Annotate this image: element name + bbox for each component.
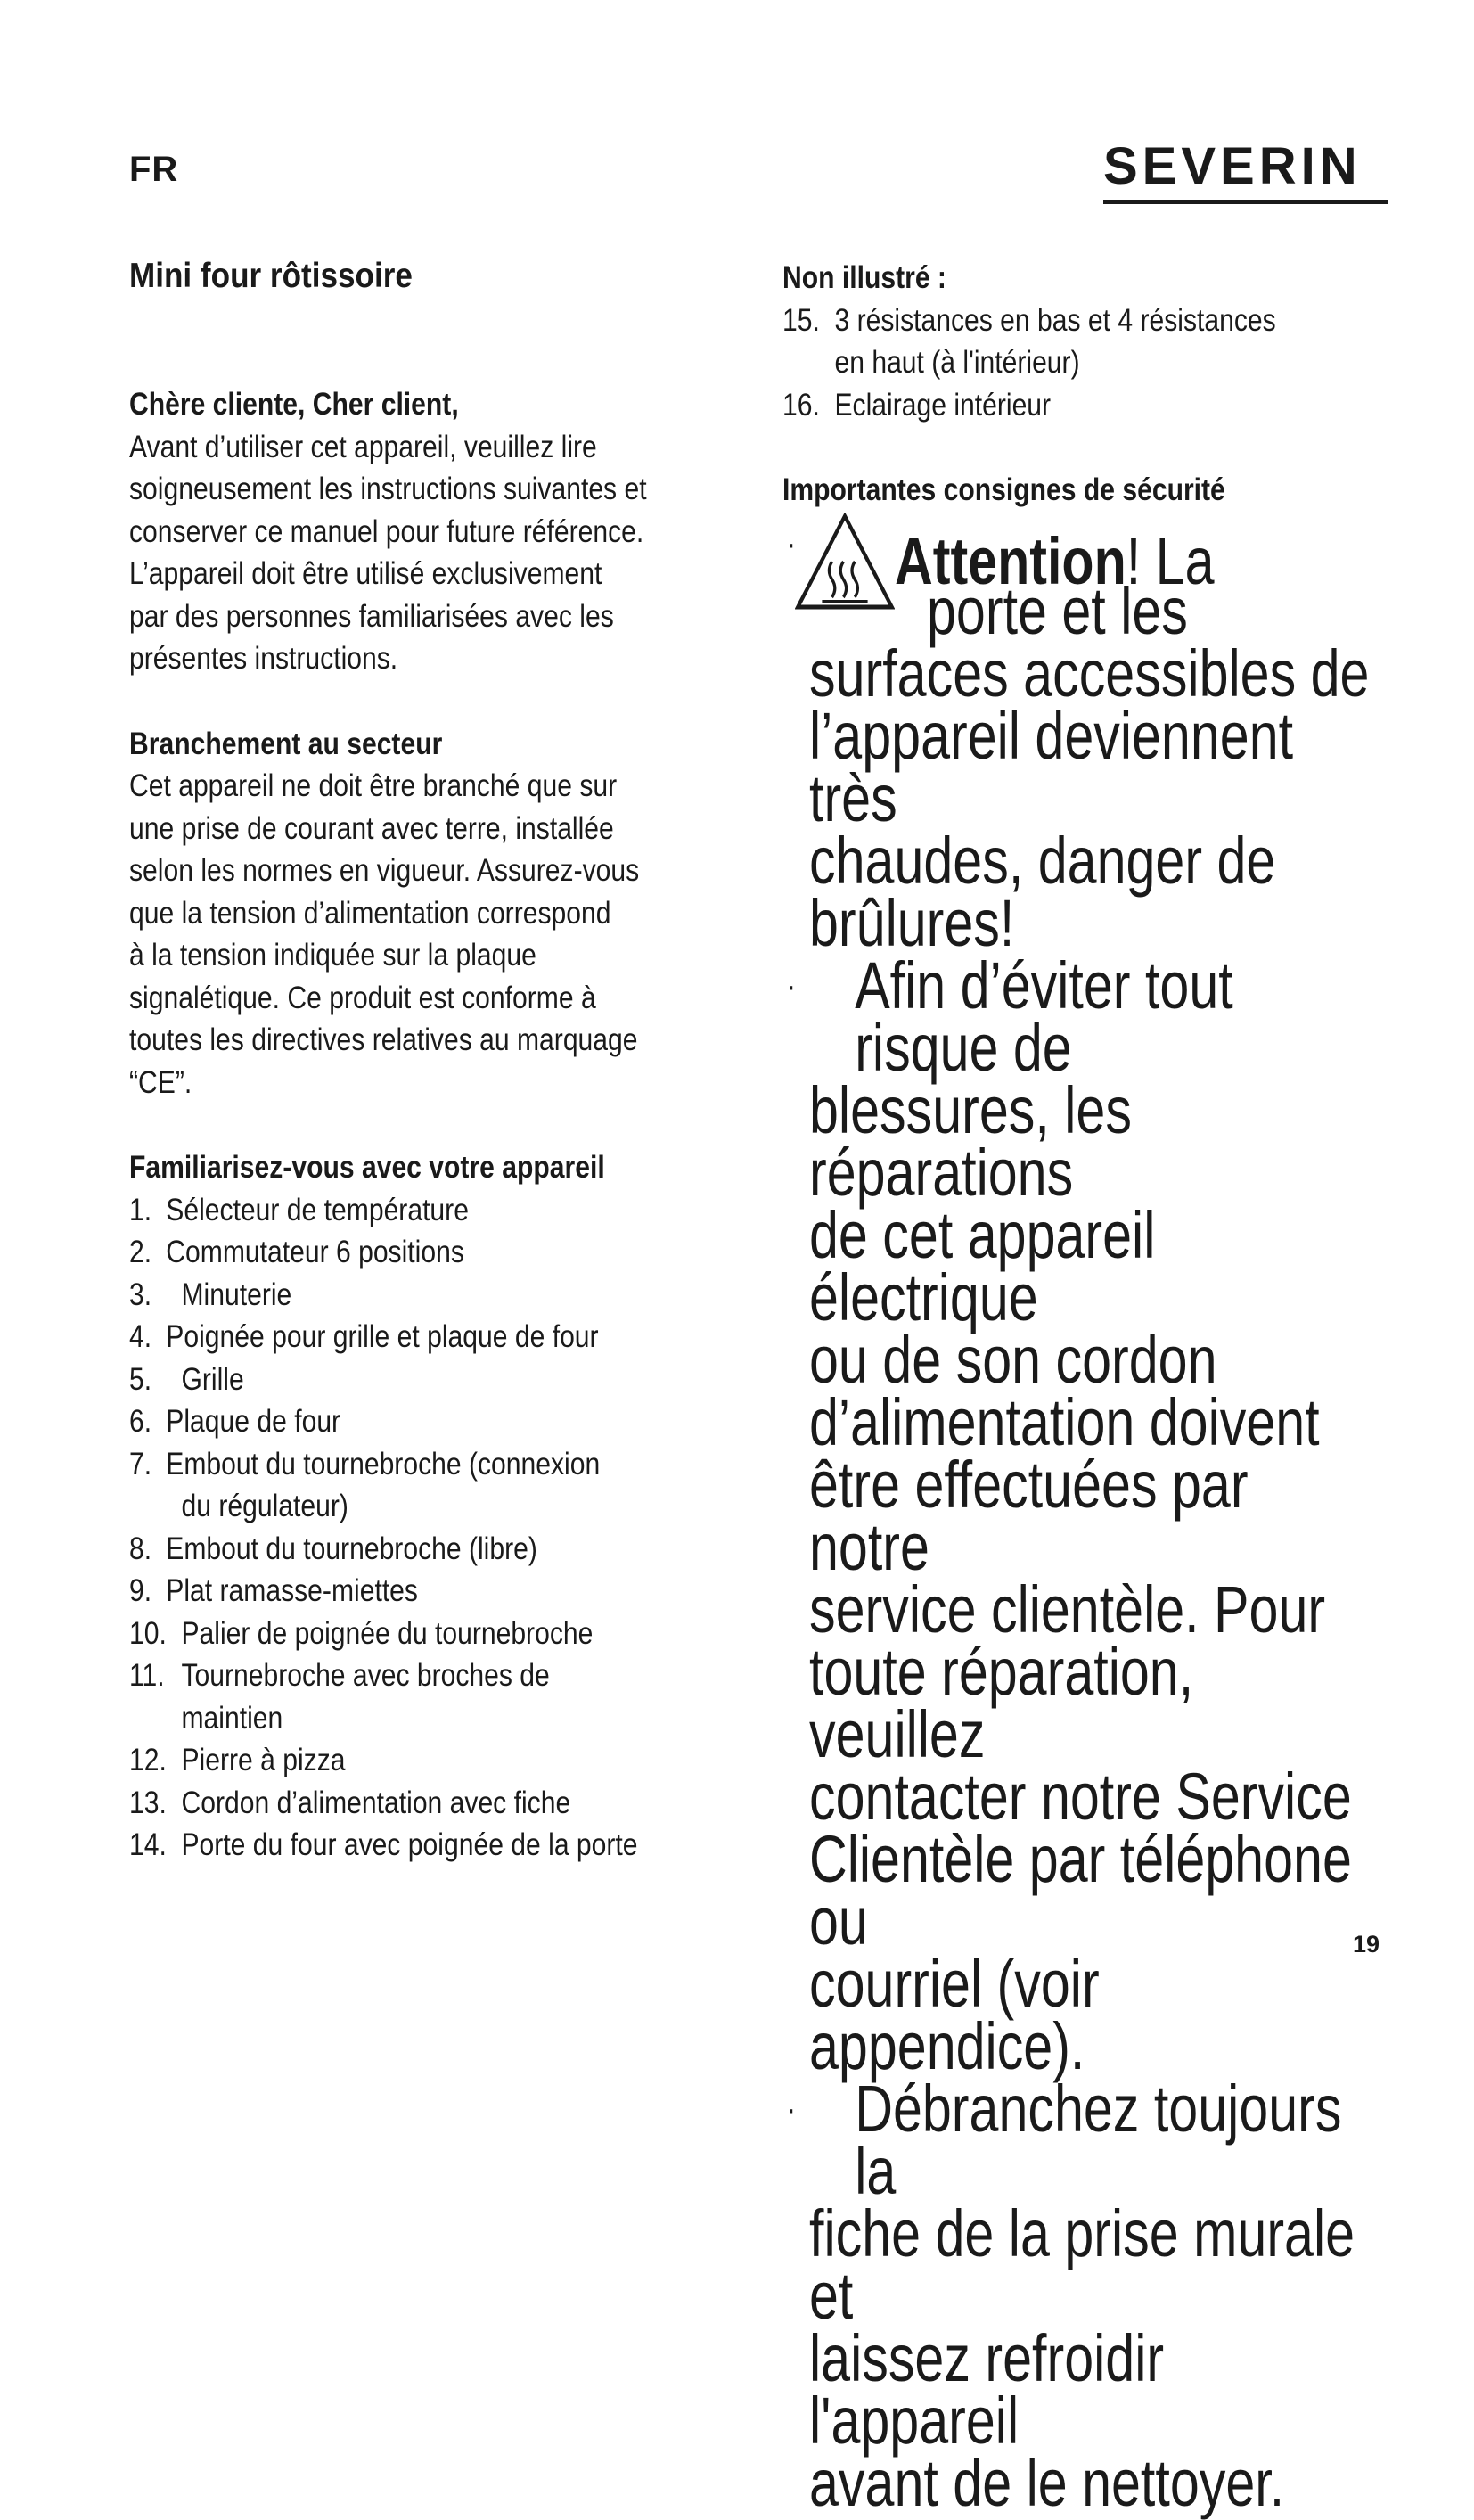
safety-line: laissez refroidir l'appareil bbox=[809, 2321, 1165, 2458]
safety-line: fiche de la prise murale et bbox=[809, 2196, 1355, 2333]
parts-list bbox=[129, 1189, 742, 1867]
not-shown-list bbox=[782, 300, 1365, 427]
list-item: 4. Poignée pour grille et plaque de four bbox=[129, 1319, 599, 1354]
list-item: 6. Plaque de four bbox=[129, 1404, 341, 1439]
safety-line: avant de le nettoyer. bbox=[809, 2446, 1285, 2520]
list-item: 14. Porte du four avec poignée de la porte bbox=[129, 1827, 638, 1862]
safety-line: blessures, les réparations bbox=[809, 1073, 1132, 1210]
brand-underline bbox=[1103, 200, 1388, 204]
safety-line: porte et les bbox=[927, 574, 1188, 648]
list-item-continuation: en haut (à l'intérieur) bbox=[834, 345, 1080, 380]
hot-surface-warning-icon bbox=[795, 513, 895, 611]
language-code: FR bbox=[129, 150, 179, 189]
mains-line: “CE”. bbox=[129, 1064, 192, 1100]
page-number: 19 bbox=[1353, 1931, 1380, 1958]
mains-line: Cet appareil ne doit être branché que sur bbox=[129, 768, 618, 803]
safety-line: Clientèle par téléphone ou bbox=[809, 1822, 1352, 1958]
intro-line: par des personnes familiarisées avec les bbox=[129, 598, 614, 634]
safety-line: courriel (voir appendice). bbox=[809, 1947, 1100, 2083]
safety-line: Débranchez toujours la bbox=[855, 2072, 1342, 2208]
safety-warnings bbox=[786, 513, 1380, 2520]
intro-line: présentes instructions. bbox=[129, 641, 398, 676]
left-column bbox=[129, 383, 742, 1867]
safety-line: toute réparation, veuillez bbox=[809, 1635, 1194, 1771]
list-item: 9. Plat ramasse-miettes bbox=[129, 1573, 418, 1608]
safety-line: contacter notre Service bbox=[809, 1760, 1352, 1834]
list-item: 12. Pierre à pizza bbox=[129, 1743, 346, 1777]
list-item: 11. Tournebroche avec broches de bbox=[129, 1658, 550, 1693]
intro-line: Avant d’utiliser cet appareil, veuillez lire bbox=[129, 429, 597, 464]
intro-heading: Chère cliente, Cher client, bbox=[129, 387, 459, 422]
safety-line: ou de son cordon bbox=[809, 1323, 1217, 1397]
list-item: 10. Palier de poignée du tournebroche bbox=[129, 1615, 594, 1651]
list-item: 8. Embout du tournebroche (libre) bbox=[129, 1531, 537, 1566]
brand-name: SEVERIN bbox=[1103, 137, 1362, 195]
mains-line: toutes les directives relatives au marquage bbox=[129, 1022, 638, 1057]
list-item: 1. Sélecteur de température bbox=[129, 1192, 469, 1227]
safety-line: l’appareil deviennent très bbox=[809, 699, 1294, 835]
bullet: · bbox=[786, 524, 797, 563]
safety-item-hot-surfaces: · Attention! La porte et les surfaces accessibles de l’appareil deviennent très chaudes, danger de brûlures! bbox=[809, 513, 1380, 955]
list-item: 5. Grille bbox=[129, 1361, 244, 1397]
list-item: 3. Minuterie bbox=[129, 1276, 292, 1312]
list-item-continuation: maintien bbox=[181, 1700, 283, 1736]
safety-line: être effectuées par notre bbox=[809, 1448, 1249, 1584]
intro-line: conserver ce manuel pour future référence. bbox=[129, 513, 644, 549]
mains-line: à la tension indiquée sur la plaque bbox=[129, 938, 536, 973]
list-item: 7. Embout du tournebroche (connexion bbox=[129, 1446, 601, 1482]
list-item: 16. Eclairage intérieur bbox=[782, 387, 1052, 423]
safety-line: Afin d’éviter tout risque de bbox=[855, 948, 1233, 1085]
mains-line: selon les normes en vigueur. Assurez-vous bbox=[129, 853, 640, 888]
intro-line: soigneusement les instructions suivantes et bbox=[129, 472, 647, 506]
list-item-continuation: du régulateur) bbox=[181, 1489, 348, 1523]
brand-logo bbox=[1103, 137, 1388, 204]
safety-line: brûlures! bbox=[809, 886, 1015, 960]
safety-line: d’alimentation doivent bbox=[809, 1385, 1320, 1459]
safety-item-unplug bbox=[786, 2072, 1380, 2520]
safety-line: de cet appareil électrique bbox=[809, 1198, 1156, 1334]
right-column bbox=[782, 257, 1365, 512]
bullet: · bbox=[786, 966, 797, 1006]
attention-word: Attention bbox=[895, 524, 1126, 598]
parts-heading: Familiarisez-vous avec votre appareil bbox=[129, 1150, 605, 1185]
intro-line: L’appareil doit être utilisé exclusivement bbox=[129, 556, 602, 591]
safety-item-repairs bbox=[786, 948, 1380, 2083]
safety-line: surfaces accessibles de bbox=[809, 636, 1370, 710]
safety-heading: Importantes consignes de sécurité bbox=[782, 472, 1225, 507]
not-shown-heading: Non illustré : bbox=[782, 260, 946, 295]
safety-line: service clientèle. Pour bbox=[809, 1572, 1326, 1646]
list-item: 15. 3 résistances en bas et 4 résistances bbox=[782, 302, 1276, 338]
mains-line: que la tension d’alimentation correspond bbox=[129, 895, 611, 931]
page-title: Mini four rôtissoire bbox=[129, 257, 413, 295]
bullet: · bbox=[786, 2089, 797, 2129]
mains-line: une prise de courant avec terre, installée bbox=[129, 810, 614, 846]
mains-heading: Branchement au secteur bbox=[129, 726, 443, 761]
mains-line: signalétique. Ce produit est conforme à bbox=[129, 980, 596, 1015]
list-item: 2. Commutateur 6 positions bbox=[129, 1235, 464, 1269]
safety-line: chaudes, danger de bbox=[809, 824, 1276, 898]
list-item: 13. Cordon d’alimentation avec fiche bbox=[129, 1785, 571, 1820]
